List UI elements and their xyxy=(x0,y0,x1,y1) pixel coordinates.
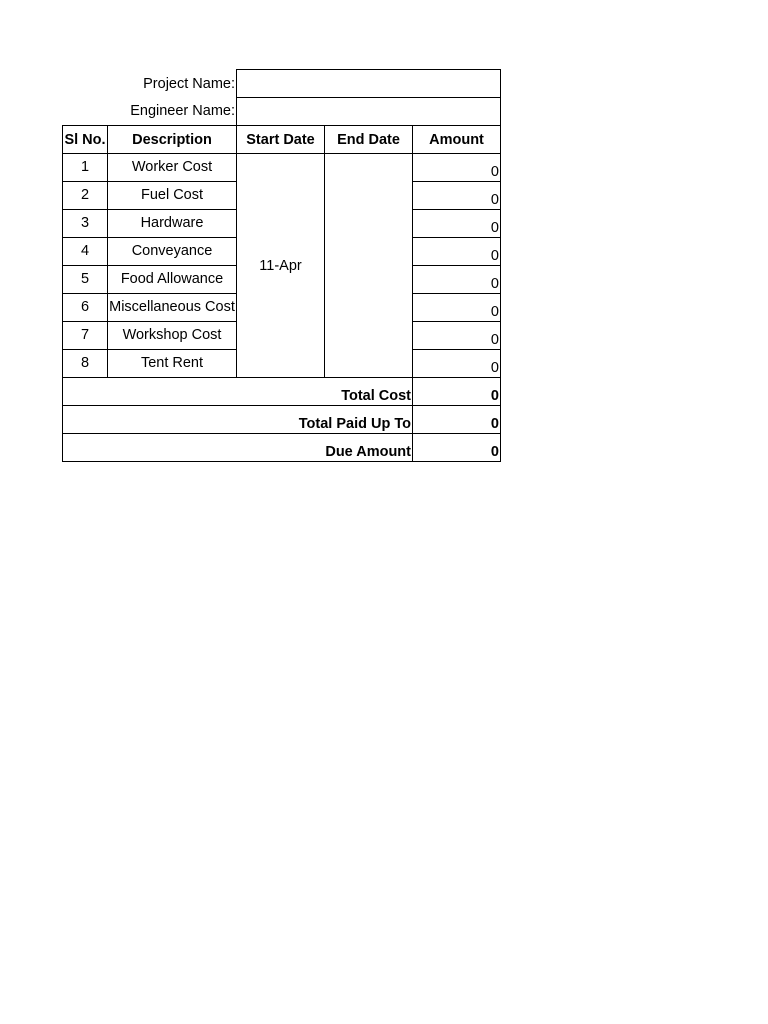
row-description: Worker Cost xyxy=(108,154,237,182)
row-sl-no: 3 xyxy=(63,210,108,238)
due-amount-value[interactable]: 0 xyxy=(413,434,501,462)
row-amount[interactable]: 0 xyxy=(413,154,501,182)
row-sl-no: 5 xyxy=(63,266,108,294)
row-description: Tent Rent xyxy=(108,350,237,378)
total-cost-value[interactable]: 0 xyxy=(413,378,501,406)
row-description xyxy=(108,294,237,322)
project-name-row xyxy=(63,70,501,98)
row-sl-no: 2 xyxy=(63,182,108,210)
row-sl-no: 4 xyxy=(63,238,108,266)
row-description: Workshop Cost xyxy=(108,322,237,350)
row-description: Food Allowance xyxy=(108,266,237,294)
expense-sheet xyxy=(62,69,501,462)
total-cost-label: Total Cost xyxy=(63,378,413,406)
row-description-text: Miscellaneous Cost xyxy=(109,299,235,315)
row-sl-no: 1 xyxy=(63,154,108,182)
row-amount[interactable]: 0 xyxy=(413,266,501,294)
due-amount-row xyxy=(63,434,501,462)
header-sl-no: Sl No. xyxy=(63,126,108,154)
row-amount[interactable]: 0 xyxy=(413,294,501,322)
start-date-cell[interactable]: 11-Apr xyxy=(237,154,325,378)
row-sl-no: 8 xyxy=(63,350,108,378)
project-name-label: Project Name: xyxy=(143,75,235,92)
row-amount[interactable]: 0 xyxy=(413,322,501,350)
row-amount[interactable]: 0 xyxy=(413,350,501,378)
row-description: Conveyance xyxy=(108,238,237,266)
row-description: Fuel Cost xyxy=(108,182,237,210)
end-date-cell[interactable] xyxy=(325,154,413,378)
row-amount[interactable]: 0 xyxy=(413,210,501,238)
header-start-date: Start Date xyxy=(237,126,325,154)
engineer-name-label: Engineer Name: xyxy=(130,103,235,120)
total-paid-label: Total Paid Up To xyxy=(63,406,413,434)
row-amount[interactable]: 0 xyxy=(413,238,501,266)
project-name-field[interactable] xyxy=(237,70,501,98)
due-amount-label: Due Amount xyxy=(63,434,413,462)
row-amount[interactable]: 0 xyxy=(413,182,501,210)
engineer-name-row xyxy=(63,98,501,126)
header-end-date: End Date xyxy=(325,126,413,154)
header-amount: Amount xyxy=(413,126,501,154)
table-row xyxy=(63,154,501,182)
row-sl-no: 6 xyxy=(63,294,108,322)
total-cost-row xyxy=(63,378,501,406)
total-paid-row xyxy=(63,406,501,434)
table-header-row xyxy=(63,126,501,154)
engineer-name-field[interactable] xyxy=(237,98,501,126)
total-paid-value[interactable]: 0 xyxy=(413,406,501,434)
row-sl-no: 7 xyxy=(63,322,108,350)
row-description: Hardware xyxy=(108,210,237,238)
header-description: Description xyxy=(108,126,237,154)
